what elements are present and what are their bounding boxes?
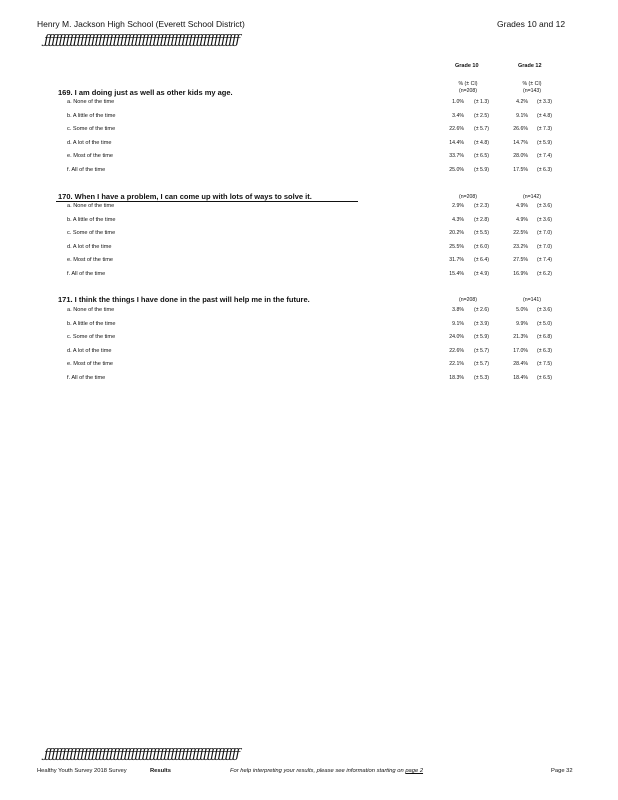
grade12-percent: 21.3%: [513, 334, 528, 340]
footer-survey: Healthy Youth Survey 2018 Survey: [37, 768, 127, 774]
header-divider: ƒƒƒƒƒƒƒƒƒƒƒƒƒƒƒƒƒƒƒƒƒƒƒƒƒƒƒƒƒƒƒƒƒƒƒƒƒƒƒƒƒƒƒƒƒƒƒƒƒƒƒƒƒƒ: [44, 33, 240, 48]
option-label: b. A little of the time: [67, 320, 116, 327]
grade12-ci: (± 6.5): [537, 374, 552, 381]
grade12-percent: 18.4%: [513, 374, 528, 381]
grade12-ci: (± 7.4): [537, 257, 552, 263]
question-170-title: 170. When I have a problem, I can come up with lots of ways to solve it.: [58, 192, 312, 201]
grade12-percent: 17.5%: [513, 166, 528, 173]
grade10-percent: 18.3%: [449, 374, 464, 381]
q171-n-grade12: (n=141): [522, 297, 542, 303]
grade12-percent: 5.0%: [516, 307, 528, 313]
grade10-ci: (± 2.3): [474, 203, 489, 209]
q170-underline: [56, 201, 358, 202]
school-title: Henry M. Jackson High School (Everett School District): [37, 19, 245, 29]
q169-n-grade12: (n=143): [522, 88, 542, 94]
grade12-ci: (± 4.8): [537, 112, 552, 119]
grade10-percent: 25.0%: [449, 166, 464, 173]
grade10-percent: 15.4%: [449, 270, 464, 277]
option-label: a. None of the time: [67, 99, 115, 105]
option-label: d. A lot of the time: [67, 139, 112, 146]
grade10-ci: (± 6.4): [474, 257, 489, 263]
grade10-ci: (± 5.3): [474, 374, 489, 381]
grade12-percent: 28.0%: [513, 153, 528, 159]
grade12-ci: (± 6.2): [537, 270, 552, 277]
footer-help: [230, 768, 423, 774]
grade12-ci: (± 5.0): [537, 320, 552, 327]
option-label: d. A lot of the time: [67, 243, 112, 250]
grade12-ci: (± 7.4): [537, 153, 552, 159]
grade10-percent: 1.0%: [452, 99, 464, 105]
option-label: c. Some of the time: [67, 230, 116, 236]
grade12-percent: 26.6%: [513, 126, 528, 132]
option-label: f. All of the time: [67, 166, 106, 173]
grade10-ci: (± 3.9): [474, 320, 489, 327]
grade12-ci: (± 6.8): [537, 334, 552, 340]
grade10-ci: (± 5.7): [474, 361, 489, 367]
option-label: c. Some of the time: [67, 334, 116, 340]
option-label: b. A little of the time: [67, 216, 116, 223]
grade12-header: Grade 12: [518, 63, 542, 69]
footer-help-text: For help interpreting your results, please see information starting on: [230, 768, 404, 774]
option-label: a. None of the time: [67, 307, 115, 313]
option-label: d. A lot of the time: [67, 347, 112, 354]
grade10-percent: 33.7%: [449, 153, 464, 159]
grade10-percent: 24.0%: [449, 334, 464, 340]
grade12-percent: 16.9%: [513, 270, 528, 277]
grade10-ci: (± 6.0): [474, 243, 489, 250]
grade10-percent: 14.4%: [449, 139, 464, 146]
grade12-percent: 28.4%: [513, 361, 528, 367]
grade12-ci: (± 7.5): [537, 361, 552, 367]
option-label: e. Most of the time: [67, 361, 114, 367]
q170-n-grade12: (n=142): [522, 194, 542, 200]
grade10-percent: 2.9%: [452, 203, 464, 209]
ci-subheader-12: % (± CI): [522, 81, 542, 87]
grade10-ci: (± 2.8): [474, 216, 489, 223]
footer-results: Results: [150, 768, 171, 774]
grade12-percent: 4.9%: [516, 203, 528, 209]
grade10-header: Grade 10: [455, 63, 479, 69]
grade10-percent: 22.6%: [449, 347, 464, 354]
grade12-ci: (± 6.3): [537, 166, 552, 173]
grade12-percent: 17.0%: [513, 347, 528, 354]
grade10-percent: 3.4%: [452, 112, 464, 119]
q171-n-grade10: (n=208): [458, 297, 478, 303]
grade12-ci: (± 3.3): [537, 99, 552, 105]
footer-page-number: Page 32: [551, 768, 573, 774]
grade10-ci: (± 5.7): [474, 126, 489, 132]
ci-subheader-10: % (± CI): [458, 81, 478, 87]
grade10-percent: 9.1%: [452, 320, 464, 327]
grade12-percent: 14.7%: [513, 139, 528, 146]
grade12-percent: 9.1%: [516, 112, 528, 119]
grade12-ci: (± 3.6): [537, 216, 552, 223]
grade10-percent: 4.3%: [452, 216, 464, 223]
option-label: c. Some of the time: [67, 126, 116, 132]
grade12-ci: (± 3.6): [537, 203, 552, 209]
grade10-percent: 25.5%: [449, 243, 464, 250]
grade10-percent: 22.1%: [449, 361, 464, 367]
option-label: f. All of the time: [67, 374, 106, 381]
option-label: a. None of the time: [67, 203, 115, 209]
grade10-ci: (± 1.3): [474, 99, 489, 105]
footer-page-link[interactable]: page 2: [405, 768, 424, 774]
grade12-ci: (± 7.0): [537, 230, 552, 236]
grade10-ci: (± 4.9): [474, 270, 489, 277]
grade12-ci: (± 5.9): [537, 139, 552, 146]
grade10-percent: 22.6%: [449, 126, 464, 132]
grade12-ci: (± 6.3): [537, 347, 552, 354]
grade12-percent: 27.5%: [513, 257, 528, 263]
grade12-percent: 9.9%: [516, 320, 528, 327]
footer-divider: ƒƒƒƒƒƒƒƒƒƒƒƒƒƒƒƒƒƒƒƒƒƒƒƒƒƒƒƒƒƒƒƒƒƒƒƒƒƒƒƒƒƒƒƒƒƒƒƒƒƒƒƒƒƒ: [44, 747, 240, 762]
q170-n-grade10: (n=208): [458, 194, 478, 200]
grade12-percent: 23.2%: [513, 243, 528, 250]
grade10-percent: 31.7%: [449, 257, 464, 263]
grade10-ci: (± 5.7): [474, 347, 489, 354]
grade10-ci: (± 2.6): [474, 307, 489, 313]
grade12-ci: (± 7.0): [537, 243, 552, 250]
q169-n-grade10: (n=208): [458, 88, 478, 94]
grade10-ci: (± 2.5): [474, 112, 489, 119]
question-169-title: 169. I am doing just as well as other kids my age.: [58, 88, 233, 97]
grade12-percent: 4.2%: [516, 99, 528, 105]
grade12-percent: 4.9%: [516, 216, 528, 223]
grade12-percent: 22.5%: [513, 230, 528, 236]
option-label: f. All of the time: [67, 270, 106, 277]
grade10-percent: 20.2%: [449, 230, 464, 236]
grade10-ci: (± 4.8): [474, 139, 489, 146]
grade12-ci: (± 7.3): [537, 126, 552, 132]
grade10-percent: 3.8%: [452, 307, 464, 313]
grades-title: Grades 10 and 12: [497, 19, 566, 29]
grade10-ci: (± 5.5): [474, 230, 489, 236]
option-label: b. A little of the time: [67, 112, 116, 119]
grade10-ci: (± 5.9): [474, 166, 489, 173]
question-171-title: 171. I think the things I have done in the past will help me in the future.: [58, 295, 310, 304]
grade10-ci: (± 5.9): [474, 334, 489, 340]
option-label: e. Most of the time: [67, 257, 114, 263]
grade12-ci: (± 3.6): [537, 307, 552, 313]
grade10-ci: (± 6.5): [474, 153, 489, 159]
option-label: e. Most of the time: [67, 153, 114, 159]
